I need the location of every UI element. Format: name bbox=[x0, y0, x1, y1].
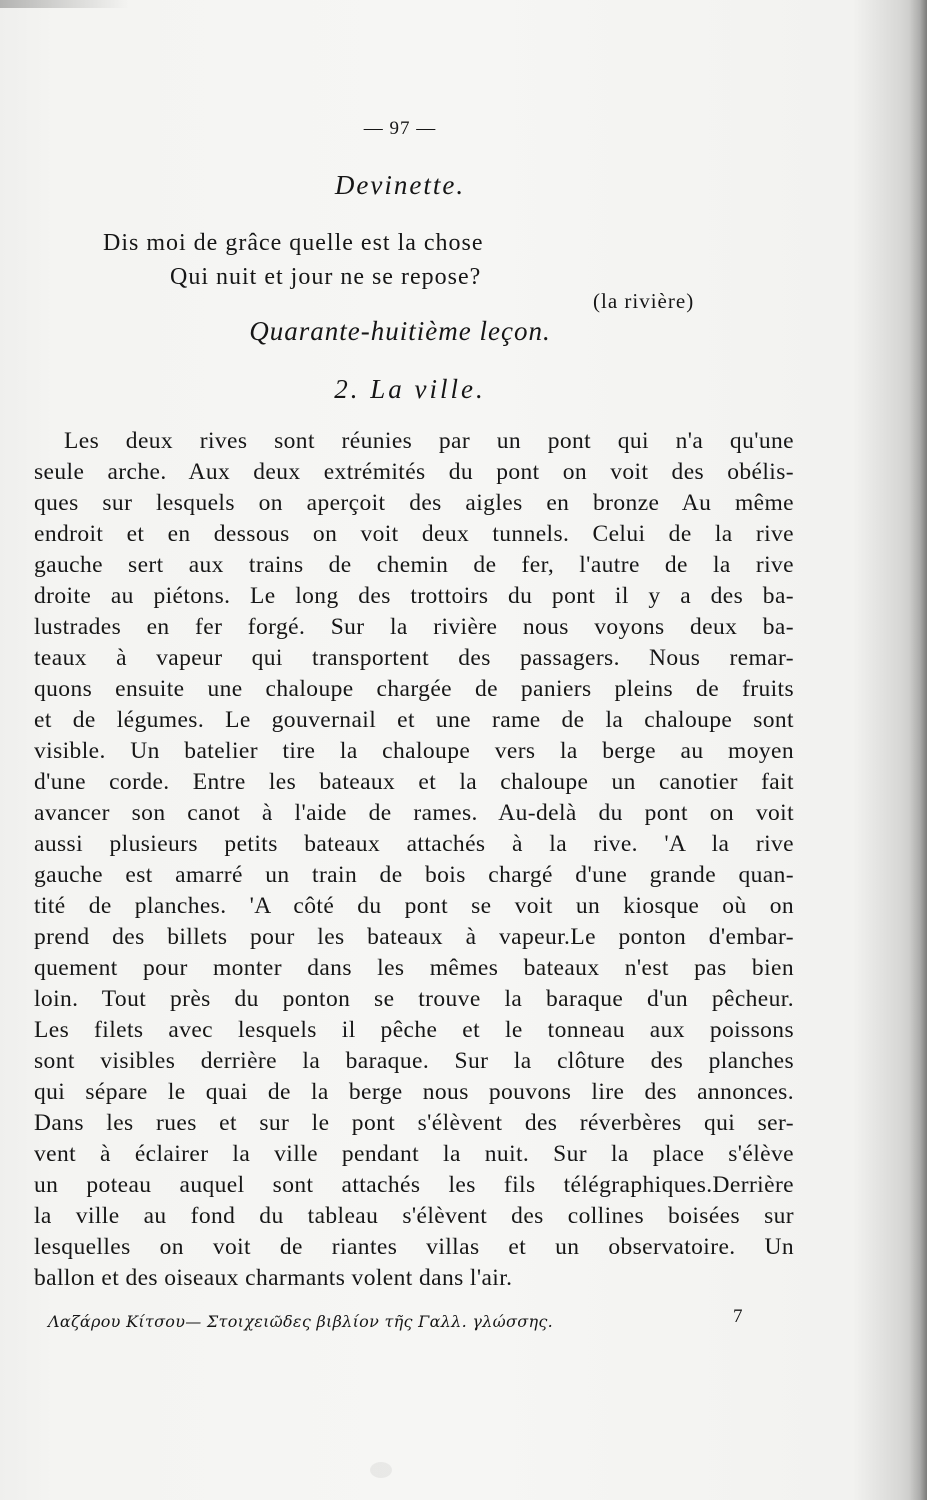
body-line: seule arche. Aux deux extrémités du pont on voit des obélis- bbox=[34, 459, 794, 485]
signature-mark: 7 bbox=[733, 1306, 743, 1327]
body-line: Les deux rives sont réunies par un pont qui n'a qu'une bbox=[64, 428, 794, 454]
body-line: et de légumes. Le gouvernail et une rame de la chaloupe sont bbox=[34, 707, 794, 733]
riddle-answer: (la rivière) bbox=[593, 289, 695, 313]
body-line: quement pour monter dans les mêmes bateaux n'est pas bien bbox=[34, 955, 794, 981]
paper-smudge bbox=[370, 1462, 392, 1478]
body-line: Les filets avec lesquels il pêche et le tonneau aux poissons bbox=[34, 1017, 794, 1043]
body-line: ques sur lesquels on aperçoit des aigles en bronze Au même bbox=[34, 490, 794, 516]
lesson-title: Quarante-huitième leçon. bbox=[249, 316, 551, 346]
riddle-line-2: Qui nuit et jour ne se repose? bbox=[170, 264, 482, 290]
body-line: lustrades en fer forgé. Sur la rivière nous voyons deux ba- bbox=[34, 614, 794, 640]
body-line: gauche est amarré un train de bois chargé d'une grande quan- bbox=[34, 862, 794, 888]
body-line: teaux à vapeur qui transportent des passagers. Nous remar- bbox=[34, 645, 794, 671]
body-line: endroit et en dessous on voit deux tunnels. Celui de la rive bbox=[34, 521, 794, 547]
body-line: visible. Un batelier tire la chaloupe vers la berge au moyen bbox=[34, 738, 794, 764]
body-line: la ville au fond du tableau s'élèvent des collines boisées sur bbox=[34, 1203, 794, 1229]
body-line: lesquelles on voit de riantes villas et un observatoire. Un bbox=[34, 1234, 794, 1260]
footer-credit: Λαζάρου Κίτσου— Στοιχειῶδες βιβλίον τῆς Γαλλ. γλώσσης. bbox=[48, 1312, 553, 1331]
body-line: quons ensuite une chaloupe chargée de paniers pleins de fruits bbox=[34, 676, 794, 702]
section-title: 2. La ville. bbox=[334, 374, 486, 404]
body-line: un poteau auquel sont attachés les fils télégraphiques.Derrière bbox=[34, 1172, 794, 1198]
body-paragraph bbox=[34, 426, 794, 1294]
body-line: qui sépare le quai de la berge nous pouvons lire des annonces. bbox=[34, 1079, 794, 1105]
riddle-line-1: Dis moi de grâce quelle est la chose bbox=[103, 230, 484, 256]
body-line: d'une corde. Entre les bateaux et la chaloupe un canotier fait bbox=[34, 769, 794, 795]
body-line: vent à éclairer la ville pendant la nuit. Sur la place s'élève bbox=[34, 1141, 794, 1167]
body-line: gauche sert aux trains de chemin de fer, l'autre de la rive bbox=[34, 552, 794, 578]
body-line: aussi plusieurs petits bateaux attachés à la rive. 'A la rive bbox=[34, 831, 794, 857]
body-line: ballon et des oiseaux charmants volent dans l'air. bbox=[34, 1265, 513, 1291]
body-line: sont visibles derrière la baraque. Sur la clôture des planches bbox=[34, 1048, 794, 1074]
page-edge-shadow bbox=[909, 0, 927, 1500]
body-line: prend des billets pour les bateaux à vapeur.Le ponton d'embar- bbox=[34, 924, 794, 950]
body-line: tité de planches. 'A côté du pont se voit un kiosque où on bbox=[34, 893, 794, 919]
body-line: avancer son canot à l'aide de rames. Au-delà du pont on voit bbox=[34, 800, 794, 826]
body-line: Dans les rues et sur le pont s'élèvent des réverbères qui ser- bbox=[34, 1110, 794, 1136]
body-line: droite au piétons. Le long des trottoirs du pont il y a des ba- bbox=[34, 583, 794, 609]
riddle-title: Devinette. bbox=[334, 170, 466, 200]
scan-edge-mark bbox=[0, 0, 130, 8]
body-line: loin. Tout près du ponton se trouve la baraque d'un pêcheur. bbox=[34, 986, 794, 1012]
page-number: — 97 — bbox=[363, 118, 437, 139]
